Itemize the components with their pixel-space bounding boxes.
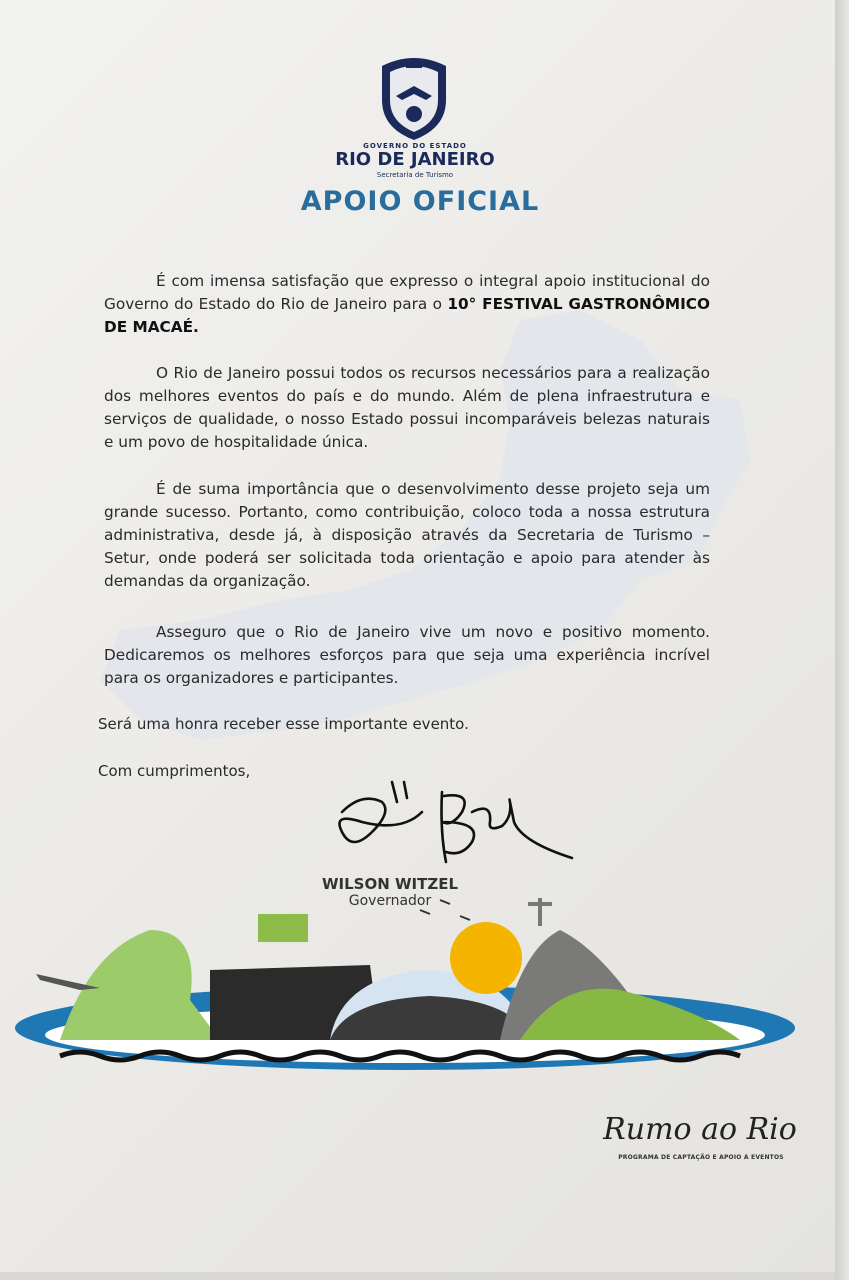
letter-paragraph-2: O Rio de Janeiro possui todos os recursos necessários para a realização dos melhores eventos do país e do mundo. Além de plena infraestrutura e serviços de qualidade, o nosso Estado possui incomparáveis belezas naturais e um povo de hospitalidade única. bbox=[104, 364, 710, 451]
page-edge-shadow bbox=[835, 0, 849, 1280]
page-title: APOIO OFICIAL bbox=[300, 186, 540, 217]
letter-paragraph-3: É de suma importância que o desenvolvimento desse projeto seja um grande sucesso. Portanto, como contribuição, coloco toda a nossa estrutura administrativa, desde já, à disposição através da Secretaria de Turismo – Setur, onde poderá ser solicitada toda orientação e apoio para atender às demandas da organização. bbox=[104, 480, 710, 590]
paragraph-1-text: É com imensa satisfação que expresso o integral apoio institucional do Governo do Estado do Rio de Janeiro para o bbox=[104, 272, 710, 313]
state-coat-of-arms-icon bbox=[376, 56, 452, 142]
header-gov-state: RIO DE JANEIRO bbox=[335, 149, 495, 170]
rio-landscape-illustration bbox=[0, 870, 835, 1110]
letter-closing-1: Será uma honra receber esse importante evento. bbox=[98, 715, 469, 733]
program-logo-text: Rumo ao Rio bbox=[603, 1112, 797, 1147]
header-secretaria: Secretaria de Turismo bbox=[376, 171, 454, 179]
signatory-role: Governador bbox=[348, 893, 432, 909]
letter-paragraph-1 bbox=[104, 270, 710, 339]
festival-name: 10° FESTIVAL GASTRONÔMICO DE MACAÉ. bbox=[104, 295, 710, 336]
header-gov-small: GOVERNO DO ESTADO bbox=[363, 142, 467, 150]
program-subtitle: PROGRAMA DE CAPTAÇÃO E APOIO A EVENTOS bbox=[618, 1154, 784, 1161]
signatory-name: WILSON WITZEL bbox=[321, 875, 459, 893]
letter-closing-2: Com cumprimentos, bbox=[98, 762, 251, 780]
letter-paragraph-4: Asseguro que o Rio de Janeiro vive um novo e positivo momento. Dedicaremos os melhores esforços para que seja uma experiência incrível para os organizadores e participantes. bbox=[104, 623, 710, 687]
handwritten-signature bbox=[322, 772, 582, 868]
